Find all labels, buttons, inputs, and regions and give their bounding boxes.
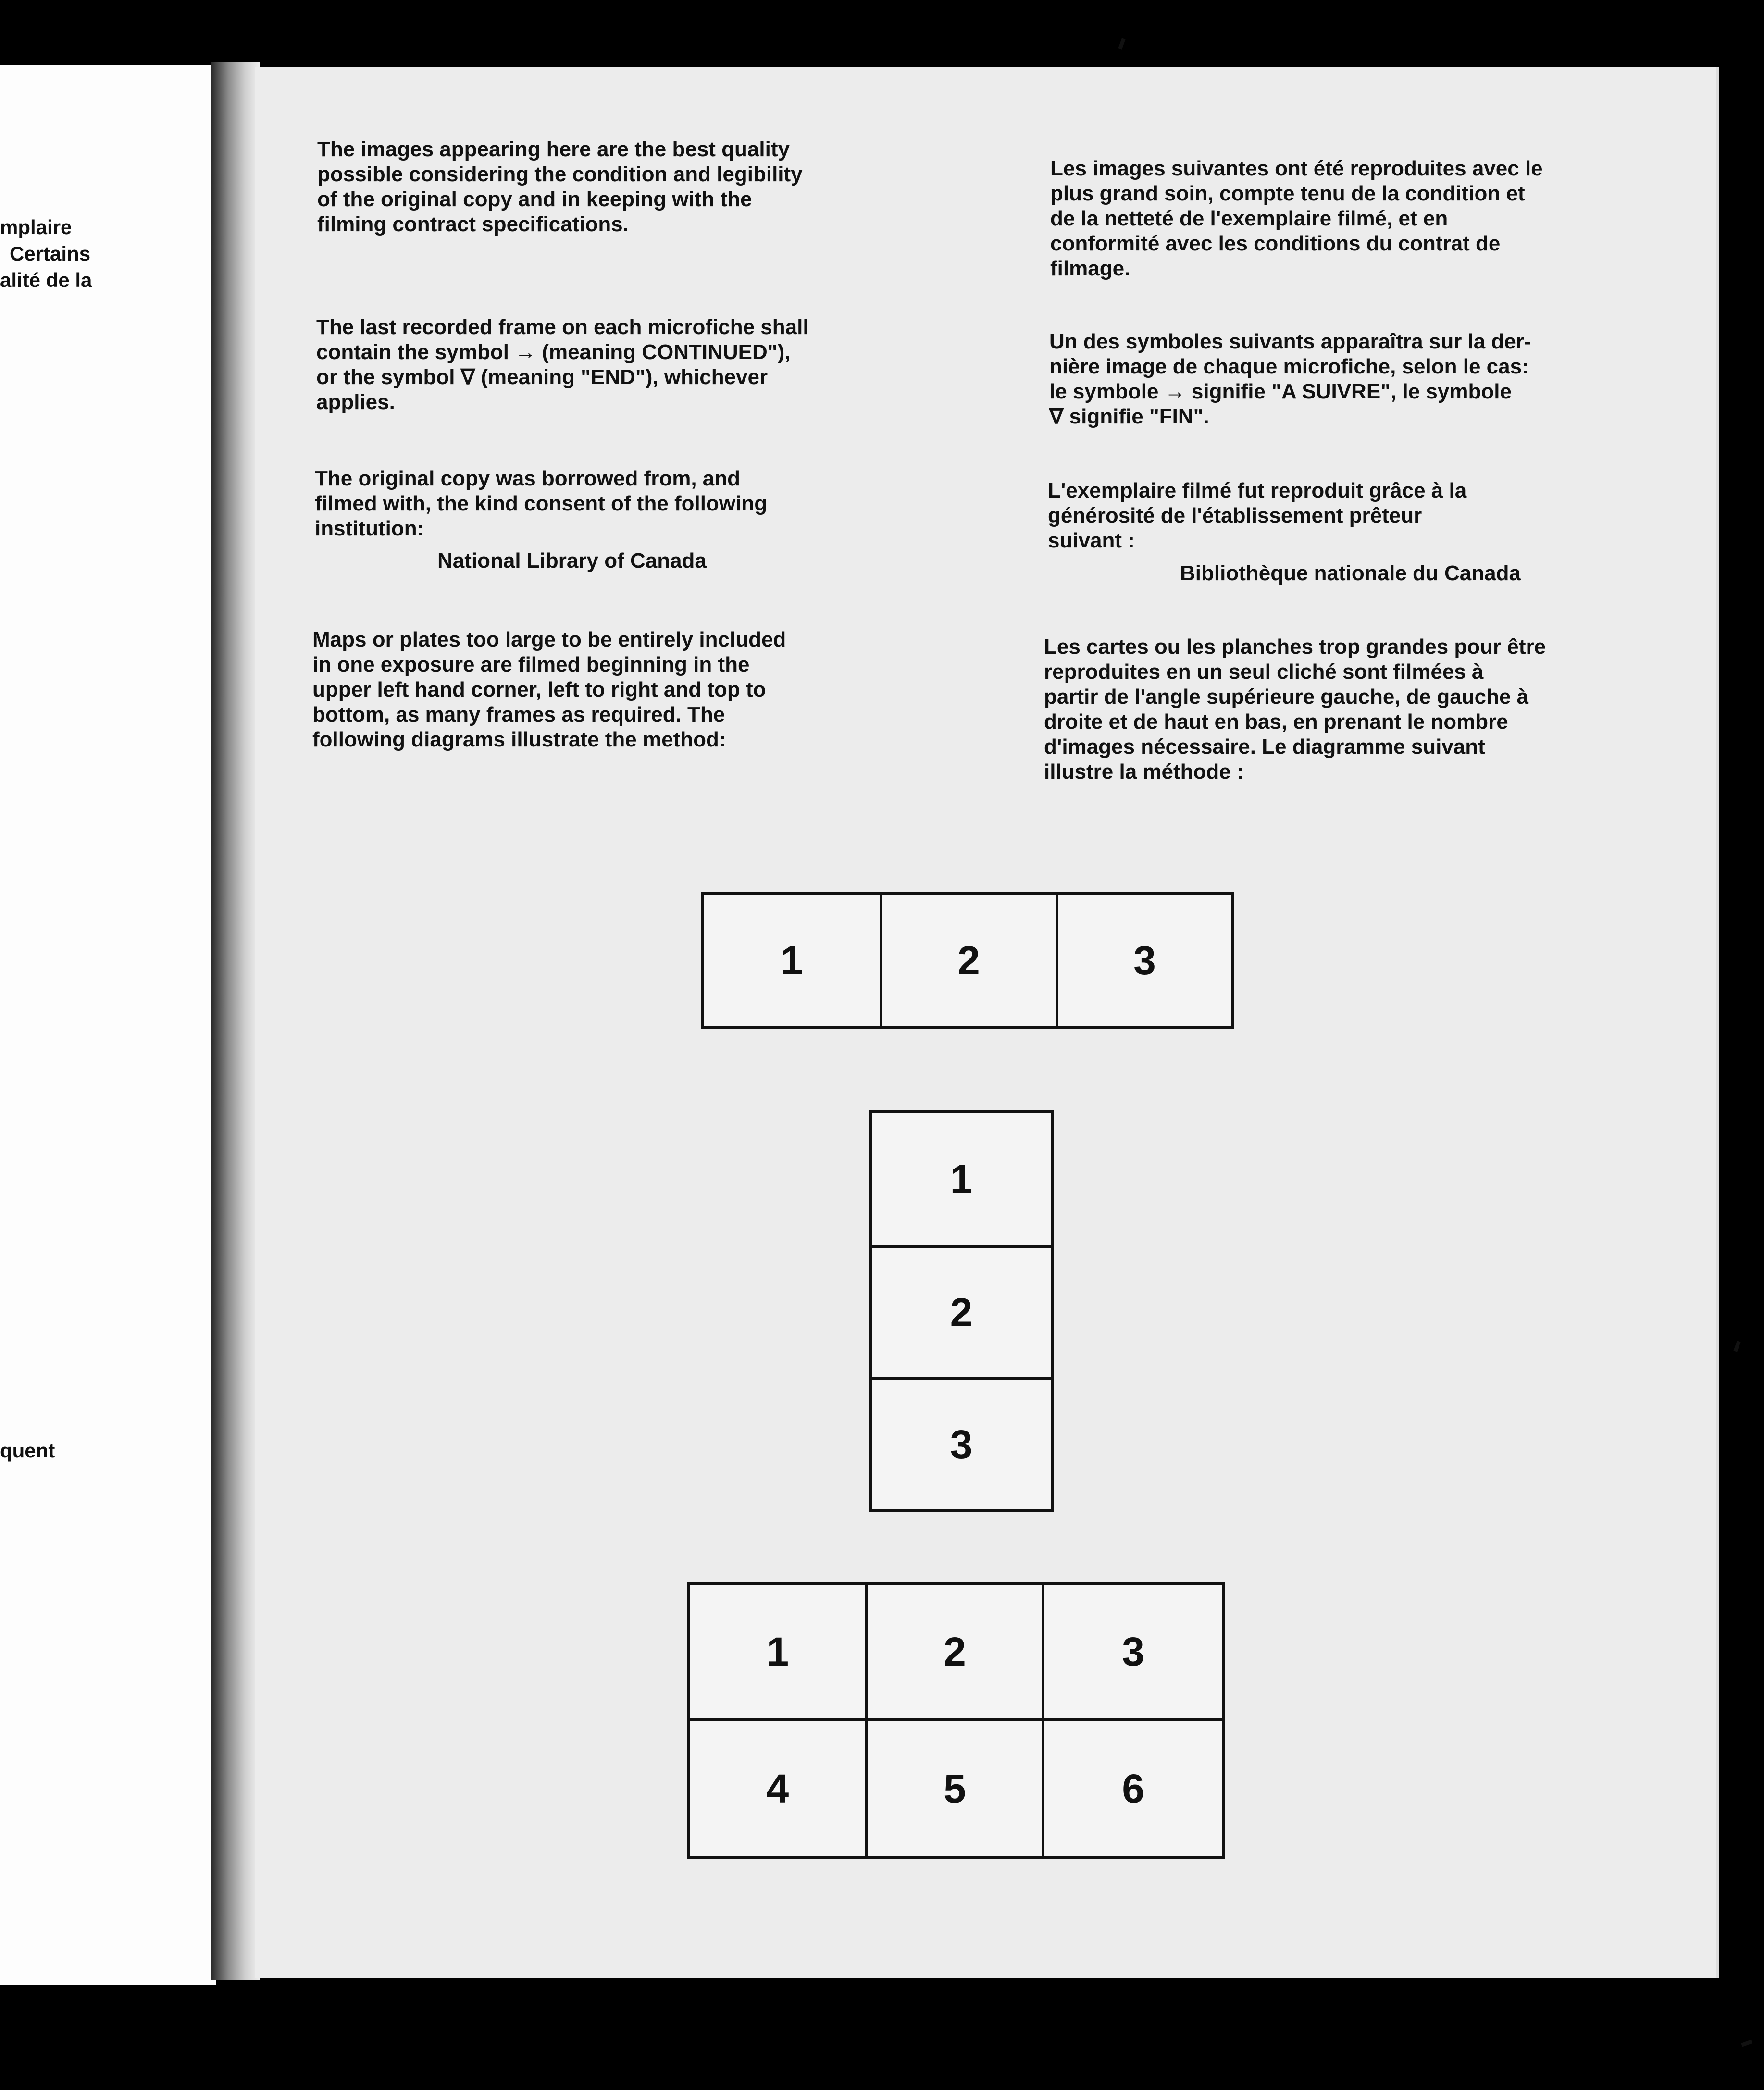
frame-cell: 5 bbox=[868, 1721, 1045, 1856]
frame-cell: 4 bbox=[690, 1721, 868, 1856]
frame-cell: 2 bbox=[880, 895, 1056, 1026]
frame-cell: 1 bbox=[690, 1585, 868, 1721]
left-fragment: Certains bbox=[10, 242, 91, 265]
frame-cell: 3 bbox=[1044, 1585, 1222, 1721]
french-paragraph-maps: Les cartes ou les planches trop grandes pour être reproduites en un seul cliché sont filmées à partir de l'angle supérieure gauche, de gauche à droite et de haut en bas, en prenant le nombre d'images nécessaire. Le diagramme suivant illustre la méthode : bbox=[1044, 635, 1546, 784]
frame-cell: 3 bbox=[1056, 895, 1231, 1026]
left-page-edge bbox=[0, 65, 216, 1985]
left-fragment: mplaire bbox=[0, 216, 72, 238]
english-paragraph-symbols: The last recorded frame on each microfiche shall contain the symbol → (meaning CONTINUED"), or the symbol ∇ (meaning "END"), whichever applies. bbox=[316, 315, 809, 414]
diagram-vertical-frames bbox=[869, 1110, 1054, 1512]
frame-cell: 1 bbox=[780, 937, 803, 983]
frame-cell: 2 bbox=[868, 1585, 1045, 1721]
left-fragment: quent bbox=[0, 1439, 55, 1462]
english-paragraph-maps: Maps or plates too large to be entirely included in one exposure are filmed beginning in the upper left hand corner, left to right and top to bottom, as many frames as required. The following diagrams illustrate the method: bbox=[312, 628, 786, 751]
english-paragraph-source: The original copy was borrowed from, and filmed with, the kind consent of the following institution: bbox=[315, 467, 768, 540]
frame-cell: 6 bbox=[1122, 1766, 1145, 1811]
diagram-grid-frames bbox=[687, 1582, 1225, 1859]
french-paragraph-source: L'exemplaire filmé fut reproduit grâce à la générosité de l'établissement prêteur suivant : bbox=[1048, 479, 1467, 552]
left-fragment: alité de la bbox=[0, 269, 92, 291]
dust-speck bbox=[1118, 38, 1125, 49]
english-paragraph-quality: The images appearing here are the best quality possible considering the condition and legibility of the original copy and in keeping with the filming contract specifications. bbox=[317, 137, 803, 236]
diagram-horizontal-frames bbox=[701, 892, 1234, 1029]
page-gutter-shadow bbox=[211, 62, 260, 1980]
french-paragraph-symbols: Un des symboles suivants apparaîtra sur la der- nière image de chaque microfiche, selon le cas: le symbole → signifie "A SUIVRE", le symbole ∇ signifie "FIN". bbox=[1049, 330, 1531, 428]
frame-cell: 3 bbox=[872, 1377, 1051, 1509]
english-institution-name: National Library of Canada bbox=[437, 549, 707, 572]
french-institution-name: Bibliothèque nationale du Canada bbox=[1180, 561, 1521, 585]
dust-speck bbox=[1733, 1341, 1740, 1352]
frame-cell: 2 bbox=[872, 1245, 1051, 1378]
dust-speck bbox=[1741, 2040, 1752, 2047]
frame-cell: 1 bbox=[950, 1156, 973, 1202]
french-paragraph-quality: Les images suivantes ont été reproduites avec le plus grand soin, compte tenu de la condition et de la netteté de l'exemplaire filmé, et en conformité avec les conditions du contrat de filmage. bbox=[1050, 157, 1543, 280]
